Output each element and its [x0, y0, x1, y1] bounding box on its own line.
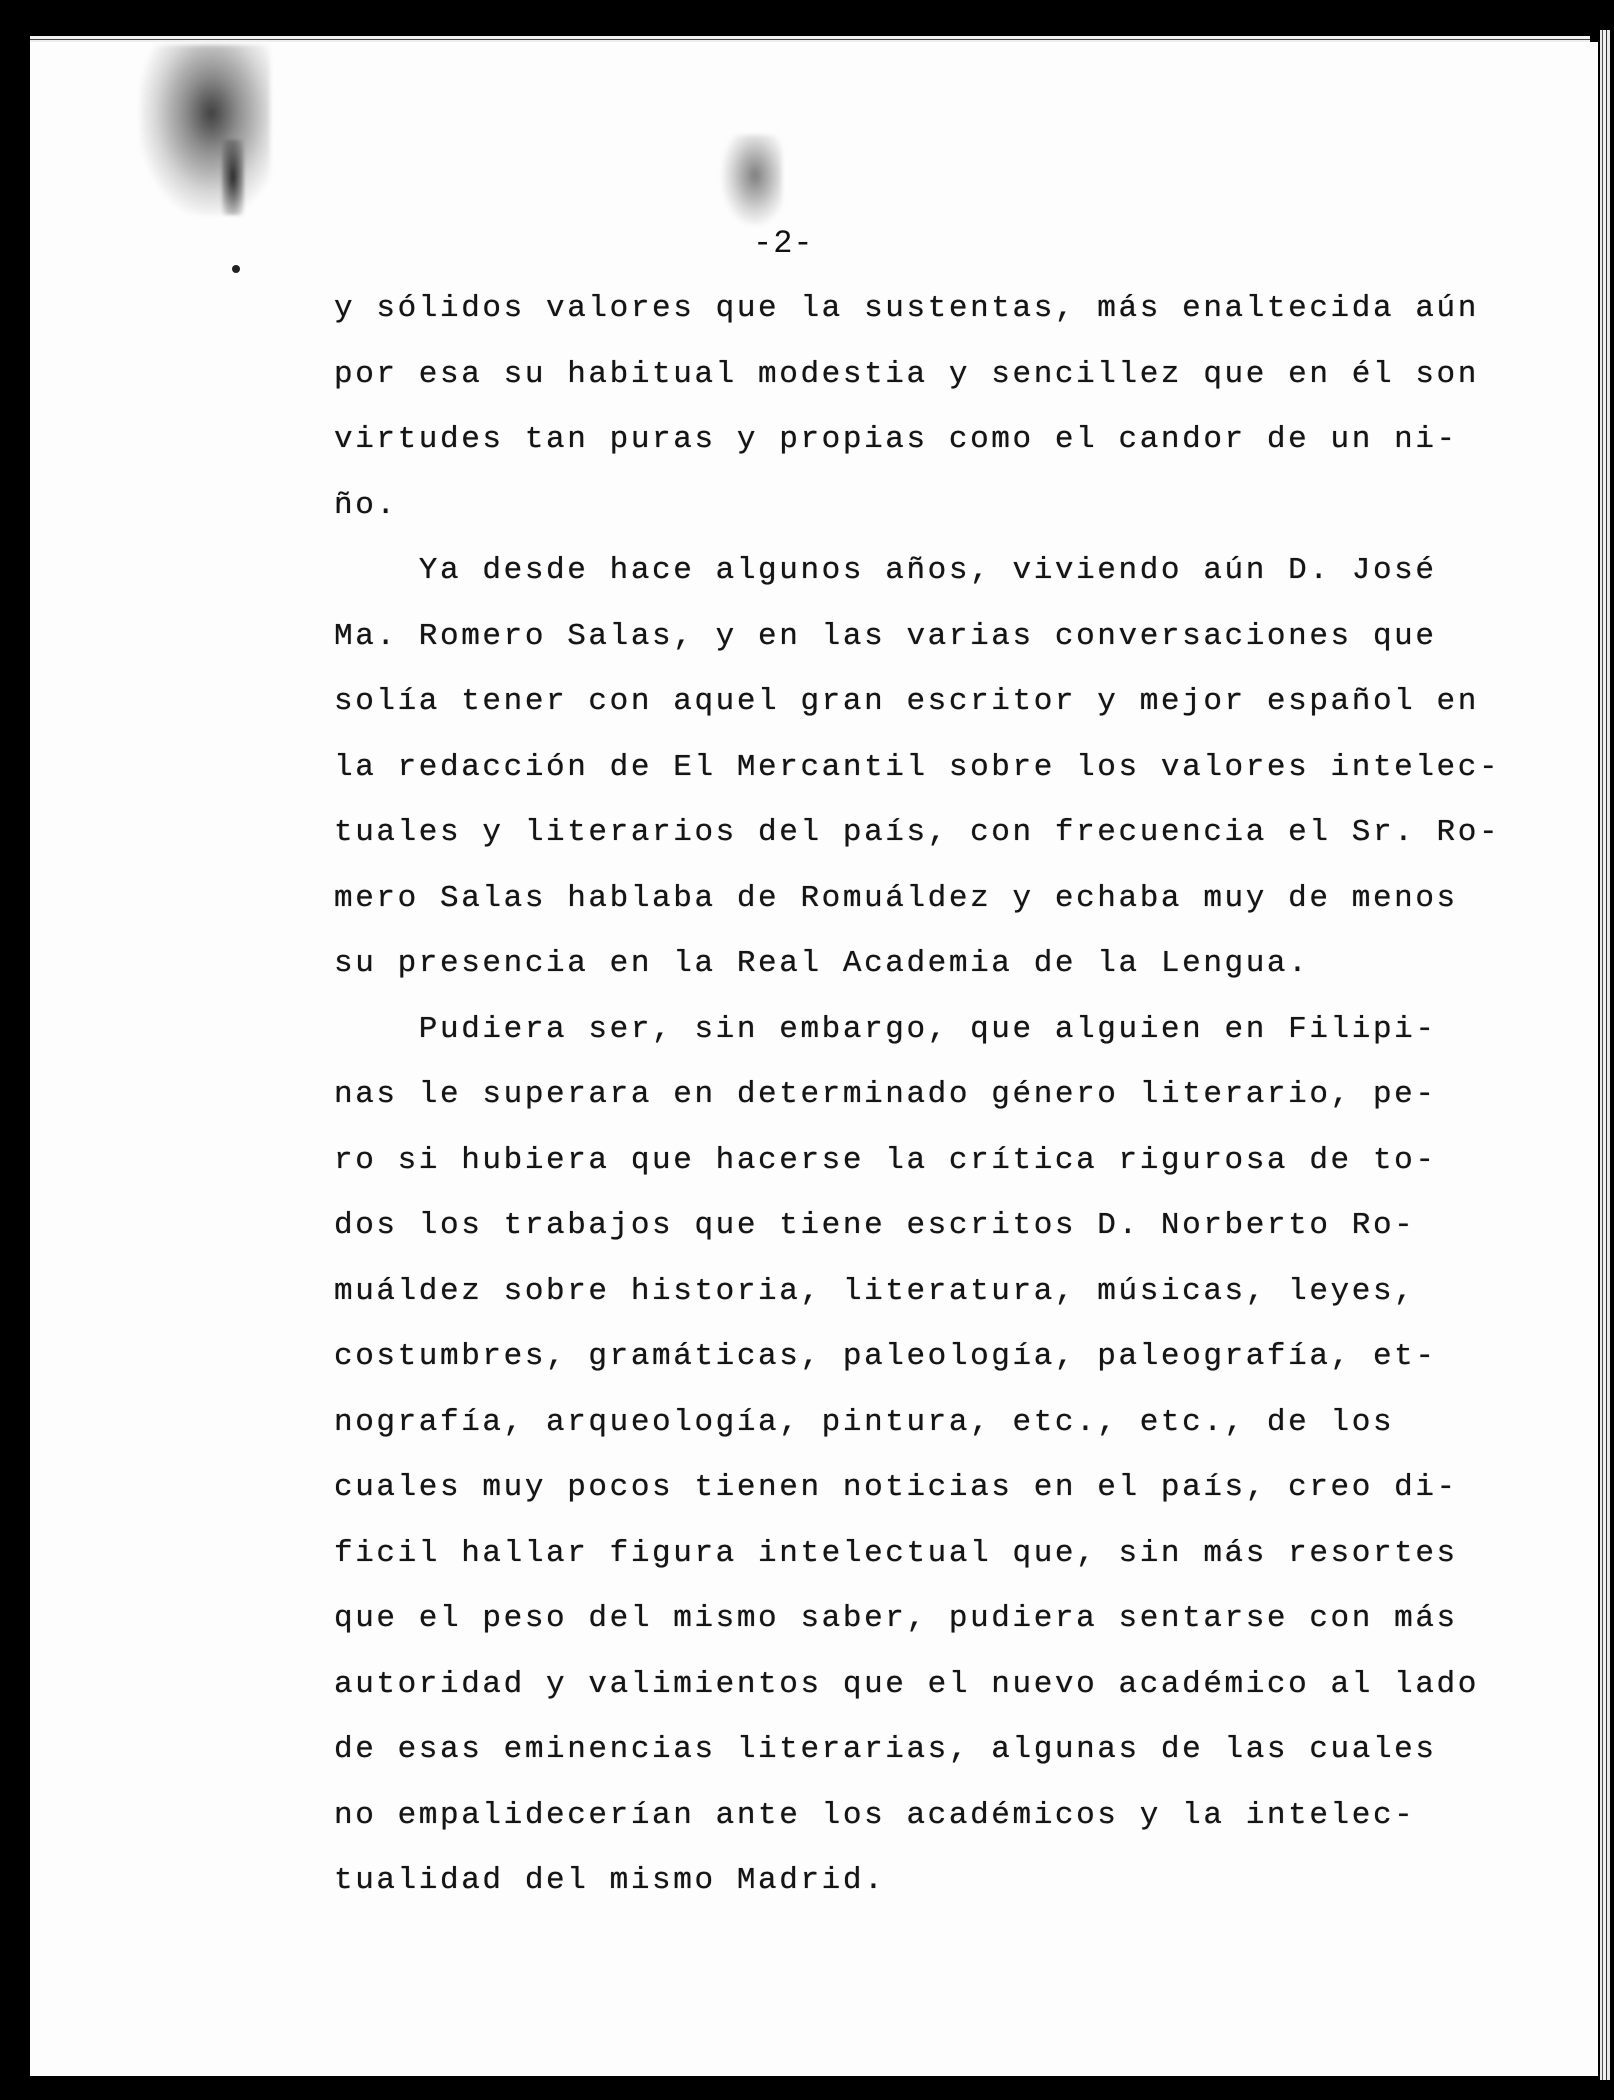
- text-line: autoridad y valimientos que el nuevo académico al lado: [334, 1666, 1479, 1702]
- ink-smudge-tail: [222, 140, 244, 215]
- text-line: la redacción de El Mercantil sobre los valores intelec-: [334, 749, 1501, 785]
- text-line: virtudes tan puras y propias como el candor de un ni-: [334, 422, 1458, 457]
- text-line: cuales muy pocos tienen noticias en el país, creo di-: [334, 1470, 1458, 1505]
- text-line: tualidad del mismo Madrid.: [334, 1863, 886, 1898]
- body-text: [334, 290, 1501, 1928]
- text-line: Ma. Romero Salas, y en las varias conversaciones que: [334, 618, 1437, 654]
- ink-speck: [232, 265, 240, 273]
- text-line: dos los trabajos que tiene escritos D. Norberto Ro-: [334, 1208, 1416, 1243]
- text-line: tuales y literarios del país, con frecuencia el Sr. Ro-: [334, 815, 1501, 850]
- ink-smudge-small: [722, 135, 782, 225]
- text-line: ro si hubiera que hacerse la crítica rigurosa de to-: [334, 1142, 1437, 1178]
- text-line: solía tener con aquel gran escritor y mejor español en: [334, 684, 1479, 719]
- text-line: Pudiera ser, sin embargo, que alguien en Filipi-: [334, 1011, 1437, 1047]
- text-line: nas le superara en determinado género literario, pe-: [334, 1077, 1437, 1112]
- text-line: muáldez sobre historia, literatura, músicas, leyes,: [334, 1273, 1416, 1309]
- text-line: costumbres, gramáticas, paleología, paleografía, et-: [334, 1339, 1437, 1374]
- text-line: no empalidecerían ante los académicos y la intelec-: [334, 1797, 1416, 1833]
- paper-stack-edge: [1600, 30, 1610, 2080]
- page-number: -2-: [753, 225, 814, 262]
- text-line: ño.: [334, 487, 398, 523]
- text-line: mero Salas hablaba de Romuáldez y echaba muy de menos: [334, 880, 1458, 916]
- text-line: nografía, arqueología, pintura, etc., etc., de los: [334, 1404, 1395, 1440]
- text-line: Ya desde hace algunos años, viviendo aún D. José: [334, 553, 1437, 588]
- text-line: que el peso del mismo saber, pudiera sentarse con más: [334, 1601, 1458, 1636]
- text-line: de esas eminencias literarias, algunas de las cuales: [334, 1732, 1437, 1767]
- text-line: ficil hallar figura intelectual que, sin más resortes: [334, 1535, 1458, 1571]
- text-line: por esa su habitual modestia y sencillez que en él son: [334, 356, 1479, 392]
- ink-smudge: [140, 45, 270, 215]
- text-line: su presencia en la Real Academia de la Lengua.: [334, 946, 1310, 981]
- text-line: y sólidos valores que la sustentas, más enaltecida aún: [334, 291, 1479, 326]
